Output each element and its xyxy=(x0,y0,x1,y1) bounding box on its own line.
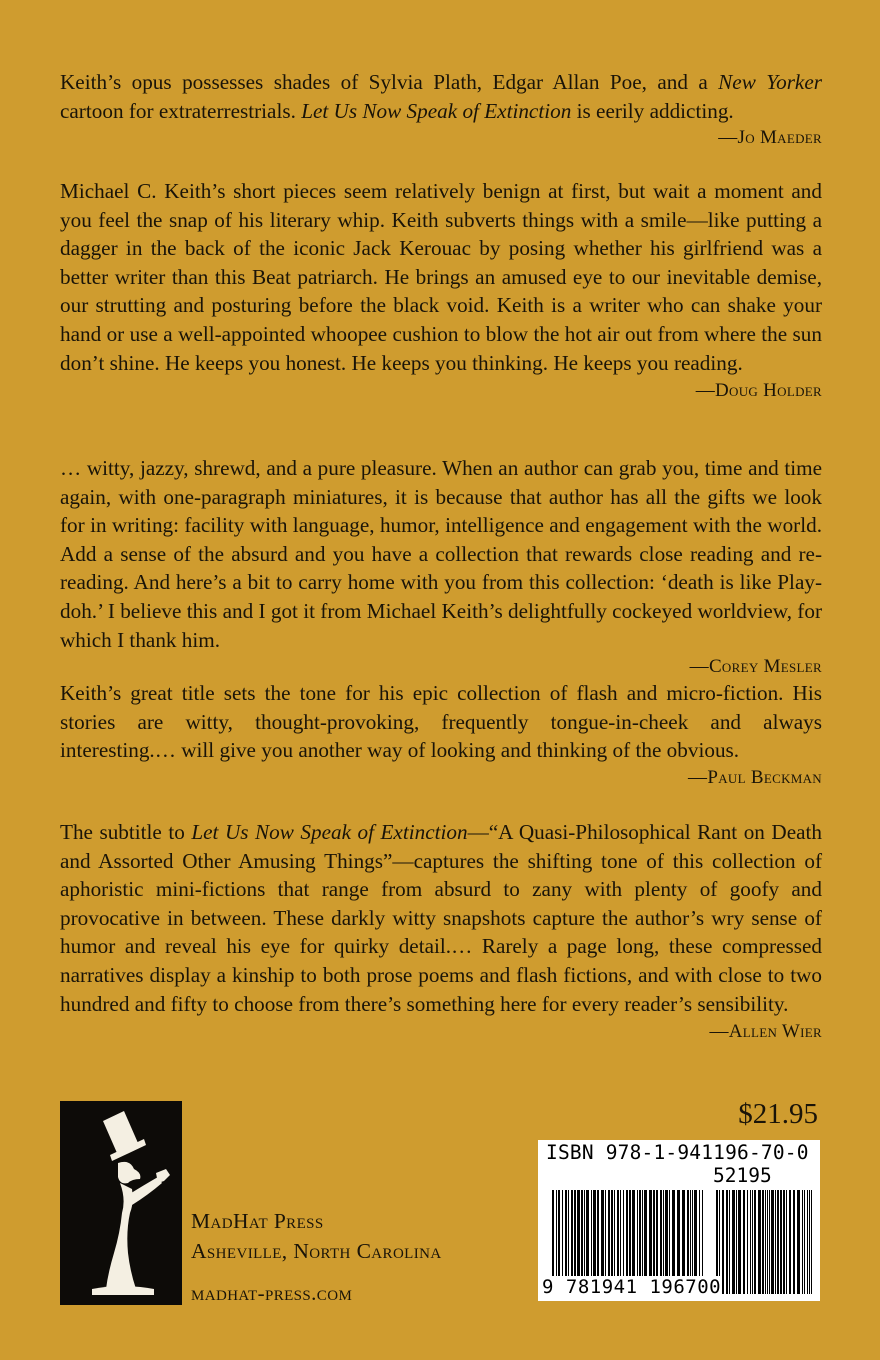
blurb-text-content: The subtitle to xyxy=(60,820,192,844)
barcode-bar xyxy=(682,1190,685,1280)
barcode-digits: 9 781941 196700 xyxy=(542,1276,722,1298)
barcode-bar xyxy=(656,1190,658,1280)
barcode-addon-bar xyxy=(754,1190,756,1294)
barcode-bar xyxy=(690,1190,691,1280)
barcode-bar xyxy=(639,1190,641,1280)
barcode-bar xyxy=(581,1190,583,1280)
blurb-text xyxy=(60,454,822,654)
barcode-bar xyxy=(577,1190,580,1280)
barcode-bar xyxy=(605,1190,606,1280)
barcode-bar xyxy=(601,1190,604,1280)
barcode-addon-bar xyxy=(783,1190,785,1294)
publisher-location xyxy=(191,1239,442,1264)
blurb-text-content: Keith’s opus possesses shades of Sylvia Plath, Edgar Allan Poe, and a xyxy=(60,70,719,94)
barcode-addon-bar xyxy=(777,1190,779,1294)
barcode-bar xyxy=(617,1190,619,1280)
barcode-bar xyxy=(565,1190,567,1280)
barcode-bar xyxy=(626,1190,628,1280)
barcode-addon-bar xyxy=(762,1190,764,1294)
barcode-bar xyxy=(584,1190,585,1280)
barcode-bar xyxy=(571,1190,573,1280)
blurb-doug-holder xyxy=(60,177,822,406)
madhat-press-logo xyxy=(60,1101,182,1305)
barcode-bar xyxy=(663,1190,664,1280)
barcode-bar xyxy=(611,1190,613,1280)
barcode-bar xyxy=(692,1190,693,1280)
barcode-bar xyxy=(556,1190,557,1280)
blurb-text-content: Keith’s great title sets the tone for his epic collection of flash and micro-fiction. His stories are witty, thought-provoking, frequently tongue-in-cheek and always interesting.… will give you another way of looking and thinking of the obvious. xyxy=(60,681,822,763)
barcode-addon-bar xyxy=(769,1190,770,1294)
barcode-bar xyxy=(586,1190,589,1280)
blurb-text-content: is eerily addicting. xyxy=(571,98,734,123)
blurb-attribution: —Paul Beckman xyxy=(688,766,822,788)
barcode-addon-bar xyxy=(771,1190,774,1294)
barcode-addon-bar xyxy=(811,1190,812,1294)
barcode-addon-bar xyxy=(804,1190,805,1294)
barcode-bar xyxy=(669,1190,670,1280)
blurb-corey-mesler xyxy=(60,454,822,680)
barcode-bar xyxy=(637,1190,638,1280)
publisher-name-text: MadHat Press xyxy=(191,1209,324,1233)
barcode-bar xyxy=(574,1190,576,1280)
barcode-addon-bar xyxy=(738,1190,741,1294)
barcode-addon-bar xyxy=(750,1190,751,1294)
blurb-text-content: Michael C. Keith’s short pieces seem relatively benign at first, but wait a moment and you feel the snap of his literary whip. Keith subverts things with a smile—like putting a dagger in the back of the iconic Jack Kerouac by posing whether his girlfriend was a better writer than this Beat patriarch. He brings an amused eye to our inevitable demise, our strutting and posturing before the black void. Keith is a writer who can shake your hand or use a well-appointed whoopee cushion to blow the hot air out from where the sun don’t shine. He keeps you honest. He keeps you thinking. He keeps you reading. xyxy=(60,179,822,375)
barcode-addon-bar xyxy=(736,1190,737,1294)
barcode-addon-bar xyxy=(802,1190,803,1294)
barcode-addon-bar xyxy=(752,1190,753,1294)
publisher-website xyxy=(191,1281,352,1306)
barcode-bar xyxy=(623,1190,624,1280)
barcode-bar xyxy=(568,1190,569,1280)
barcode-addon-bar xyxy=(780,1190,782,1294)
barcode-addon-bar xyxy=(743,1190,745,1294)
isbn-label: ISBN 978-1-941196-70-0 xyxy=(546,1141,809,1164)
price-addon-label: 52195 xyxy=(713,1164,772,1187)
barcode-bar xyxy=(642,1190,643,1280)
barcode-addon-bar xyxy=(786,1190,787,1294)
barcode-bar xyxy=(660,1190,662,1280)
barcode-bar xyxy=(644,1190,647,1280)
barcode-bar xyxy=(558,1190,560,1280)
barcode-bar xyxy=(665,1190,668,1280)
barcode-addon-bar xyxy=(758,1190,761,1294)
barcode-bar xyxy=(614,1190,615,1280)
blurb-attribution: —Corey Mesler xyxy=(689,656,822,678)
barcode-bar xyxy=(591,1190,592,1280)
barcode-bar xyxy=(677,1190,680,1280)
barcode-addon-bar xyxy=(775,1190,776,1294)
blurb-text xyxy=(60,818,822,1043)
blurb-attribution: —Allen Wier xyxy=(709,1021,822,1043)
barcode-addon-bar xyxy=(809,1190,810,1294)
blurb-text xyxy=(60,68,822,125)
blurb-text-content: —“A Quasi-Philosophical Rant on Death and Assorted Other Amusing Things”—captures the shifting tone of this collection of aphoristic mini-fictions that range from absurd to zany with plenty of goofy and provocative in between. These darkly witty snapshots capture the author’s wry sense of humor and reveal his eye for quirky detail.… Rarely a page long, these compressed narratives display a kinship to both prose poems and flash fictions, and with close to two hundred and fifty to choose from there’s something here for every reader’s sensibility. xyxy=(60,820,822,1016)
blurb-text-content: … witty, jazzy, shrewd, and a pure pleasure. When an author can grab you, time and time again, with one-paragraph miniatures, it is because that author has all the gifts we look for in writing: facility with language, humor, intelligence and engagement with the world. Add a sense of the absurd and you have a collection that rewards close reading and re-reading. And here’s a bit to carry home with you from this collection: ‘death is like Play-doh.’ I believe this and I got it from Michael Keith’s delightfully cockeyed worldview, for which I thank him. xyxy=(60,456,822,652)
barcode-bar xyxy=(653,1190,655,1280)
barcode-bar xyxy=(620,1190,621,1280)
isbn-barcode xyxy=(538,1140,820,1301)
barcode-addon-bar xyxy=(797,1190,800,1294)
blurb-text xyxy=(60,679,822,765)
barcode-addon-bar xyxy=(722,1190,724,1294)
barcode-addon-bar xyxy=(807,1190,808,1294)
barcode-bar xyxy=(687,1190,689,1280)
barcode-addon-bar xyxy=(789,1190,791,1294)
blurb-paul-beckman xyxy=(60,679,822,791)
blurb-text xyxy=(60,177,822,402)
price: $21.95 xyxy=(738,1098,818,1130)
barcode-bar xyxy=(672,1190,675,1280)
barcode-addon-bar xyxy=(726,1190,728,1294)
publisher-name xyxy=(191,1209,324,1234)
blurb-text-content: cartoon for extraterrestrials. xyxy=(60,98,302,123)
barcode-bar xyxy=(608,1190,610,1280)
barcode-bar xyxy=(597,1190,599,1280)
publisher-location-text: Asheville, North Carolina xyxy=(191,1239,442,1263)
barcode-bar xyxy=(593,1190,596,1280)
blurb-attribution: —Doug Holder xyxy=(695,380,822,402)
barcode-bar xyxy=(649,1190,652,1280)
blurb-allen-wier xyxy=(60,818,822,1047)
book-title: Let Us Now Speak of Extinction xyxy=(191,820,468,844)
barcode-bar xyxy=(694,1190,697,1280)
barcode-addon-bar xyxy=(747,1190,748,1294)
barcode-addon-bar xyxy=(732,1190,735,1294)
barcode-addon-bar xyxy=(729,1190,730,1294)
barcode-bar xyxy=(699,1190,700,1280)
barcode-bar xyxy=(562,1190,563,1280)
barcode-addon-bar xyxy=(767,1190,768,1294)
italic-title: New Yorker xyxy=(718,70,822,94)
publisher-website-text: madhat-press.com xyxy=(191,1281,353,1305)
barcode-bar xyxy=(632,1190,635,1280)
blurb-attribution: —Jo Maeder xyxy=(718,127,822,149)
barcode-addon-bar xyxy=(765,1190,766,1294)
blurb-jo-maeder xyxy=(60,68,822,151)
barcode-addon-bar xyxy=(793,1190,795,1294)
italic-title: Let Us Now Speak of Extinction xyxy=(301,98,572,123)
mad-hatter-figure-icon xyxy=(62,1103,180,1303)
